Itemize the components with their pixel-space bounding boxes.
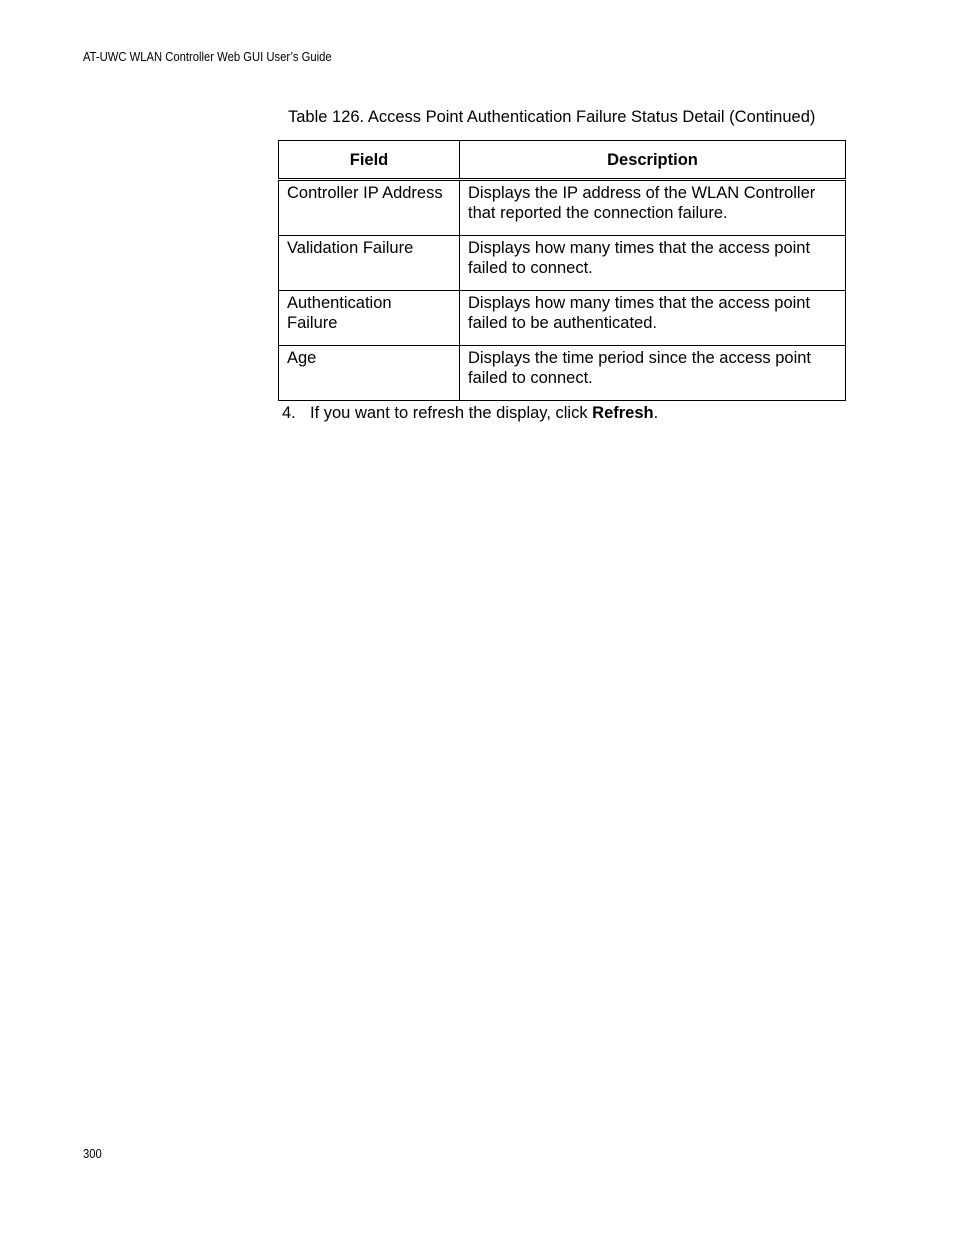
description-cell: Displays how many times that the access point failed to be authenticated. xyxy=(460,291,846,346)
status-detail-table xyxy=(278,140,846,401)
field-cell: Controller IP Address xyxy=(279,180,460,236)
description-cell: Displays how many times that the access point failed to connect. xyxy=(460,236,846,291)
step-4 xyxy=(282,404,658,423)
refresh-term: Refresh xyxy=(592,404,654,422)
field-cell: Validation Failure xyxy=(279,236,460,291)
step-end: . xyxy=(653,404,659,422)
table-row xyxy=(279,180,846,236)
field-text: Authentication Failure xyxy=(287,294,392,332)
description-cell: Displays the IP address of the WLAN Controller that reported the connection failure. xyxy=(460,180,846,236)
table-row xyxy=(279,236,846,291)
page-number: 300 xyxy=(83,1147,102,1161)
step-text: If you want to refresh the display, click xyxy=(310,404,593,422)
column-header-field: Field xyxy=(279,141,460,180)
table-row xyxy=(279,346,846,401)
description-cell: Displays the time period since the access point failed to connect. xyxy=(460,346,846,401)
field-cell xyxy=(279,291,460,346)
table-caption: Table 126. Access Point Authentication Failure Status Detail (Continued) xyxy=(288,108,816,126)
running-header: AT-UWC WLAN Controller Web GUI User’s Guide xyxy=(83,50,332,64)
field-cell: Age xyxy=(279,346,460,401)
table-header-row xyxy=(279,141,846,180)
table-row xyxy=(279,291,846,346)
step-number: 4. xyxy=(282,404,296,422)
column-header-description: Description xyxy=(460,141,846,180)
